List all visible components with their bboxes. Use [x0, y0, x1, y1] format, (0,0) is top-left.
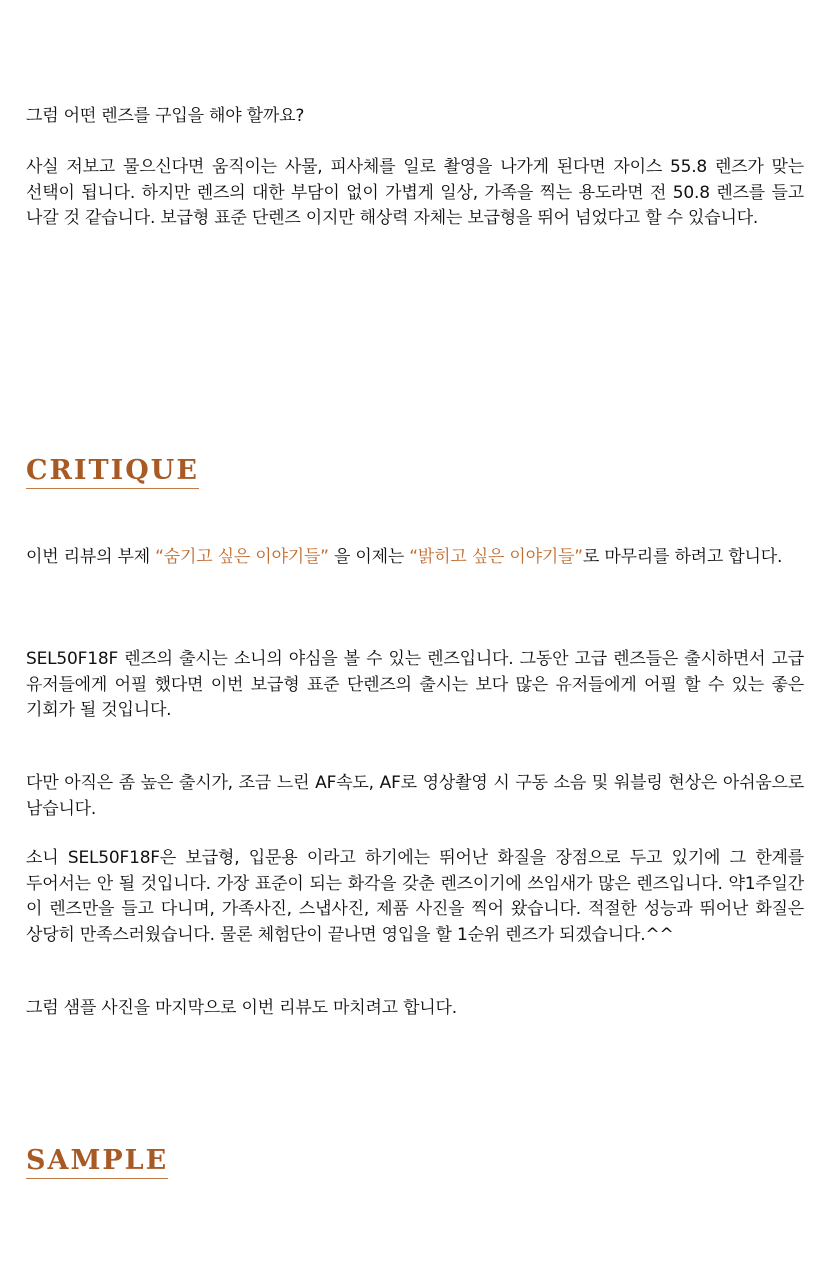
subtitle-text-after: 로 마무리를 하려고 합니다.: [582, 547, 783, 567]
subtitle-text-before: 이번 리뷰의 부제: [26, 547, 156, 567]
subtitle-quote-revealed-stories: “밝히고 싶은 이야기들”: [409, 547, 583, 567]
critique-closing-paragraph: 그럼 샘플 사진을 마지막으로 이번 리뷰도 마치려고 합니다.: [26, 998, 457, 1018]
subtitle-quote-hidden-stories: “숨기고 싶은 이야기들”: [155, 547, 329, 567]
subtitle-text-middle: 을 이제는: [328, 547, 410, 567]
critique-heading: CRITIQUE: [26, 456, 199, 489]
intro-question: 그럼 어떤 렌즈를 구입을 해야 할까요?: [26, 106, 305, 126]
critique-subtitle-paragraph: [26, 545, 804, 571]
sample-heading: SAMPLE: [26, 1146, 168, 1179]
critique-release-paragraph: SEL50F18F 렌즈의 출시는 소니의 야심을 볼 수 있는 렌즈입니다. 그동안 고급 렌즈들은 출시하면서 고급 유저들에게 어필 했다면 이번 보급형 표준 단렌즈의 출시는 보다 많은 유저들에게 어필 할 수 있는 좋은 기회가 될 것입니다.: [26, 649, 804, 720]
intro-recommendation: 사실 저보고 물으신다면 움직이는 사물, 피사체를 일로 촬영을 나가게 된다면 자이스 55.8 렌즈가 맞는 선택이 됩니다. 하지만 렌즈의 대한 부담이 없이 가볍게 일상, 가족을 찍는 용도라면 전 50.8 렌즈를 들고 나갈 것 같습니다. 보급형 표준 단렌즈 이지만 해상력 자체는 보급형을 뛰어 넘었다고 할 수 있습니다.: [26, 157, 804, 228]
critique-summary-paragraph: 소니 SEL50F18F은 보급형, 입문용 이라고 하기에는 뛰어난 화질을 장점으로 두고 있기에 그 한계를 두어서는 안 될 것입니다. 가장 표준이 되는 화각을 갖춘 렌즈이기에 쓰임새가 많은 렌즈입니다. 약1주일간 이 렌즈만을 들고 다니며, 가족사진, 스냅사진, 제품 사진을 찍어 왔습니다. 적절한 성능과 뛰어난 화질은 상당히 만족스러웠습니다. 물론 체험단이 끝나면 영입을 할 1순위 렌즈가 되겠습니다.^^: [26, 848, 804, 945]
critique-drawbacks-paragraph: 다만 아직은 좀 높은 출시가, 조금 느린 AF속도, AF로 영상촬영 시 구동 소음 및 워블링 현상은 아쉬움으로 남습니다.: [26, 773, 804, 819]
